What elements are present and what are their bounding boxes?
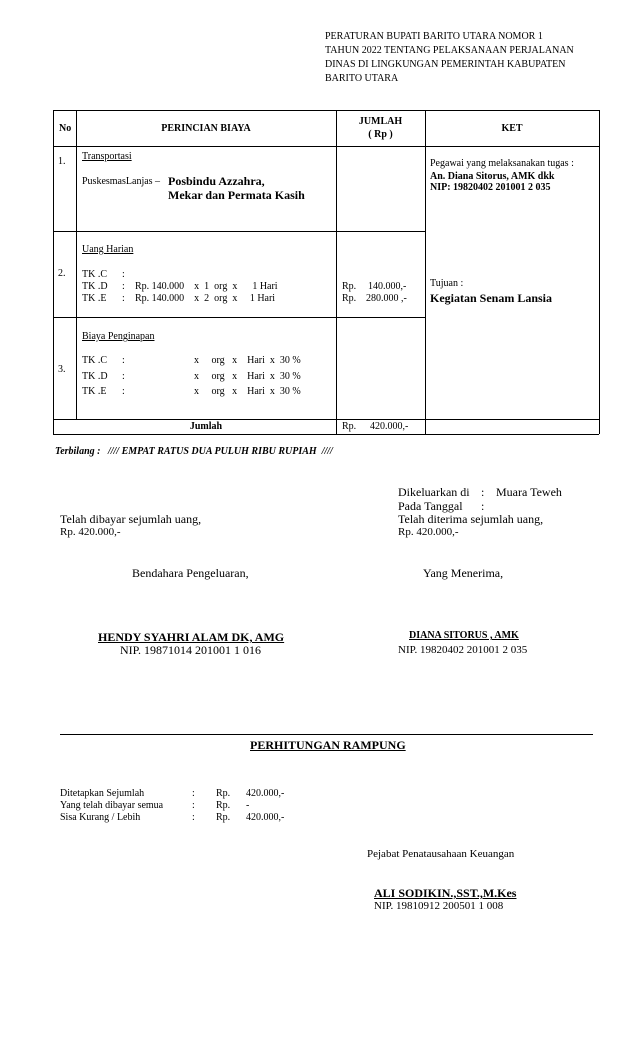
grade-separator: : (122, 386, 125, 397)
grade-separator: : (122, 269, 125, 280)
table-border-bottom (53, 434, 599, 435)
total-label: Jumlah (189, 421, 223, 432)
dikeluarkan-label: Dikeluarkan di (398, 485, 470, 499)
regulation-line: PERATURAN BUPATI BARITO UTARA NOMOR 1 (325, 31, 543, 42)
table-border-left (53, 110, 54, 434)
tanggal-separator: : (481, 499, 485, 513)
uang-harian-detail: Rp. 140.000 x 1 org x 1 Hari (135, 281, 278, 292)
row-number: 2. (58, 268, 66, 279)
col-divider (76, 110, 77, 419)
grade-label: TK .E (82, 386, 107, 397)
table-border-top (53, 110, 599, 111)
amount-value: 140.000,- (368, 281, 407, 292)
penginapan-detail: x org x Hari x 30 % (194, 386, 301, 397)
uang-harian-detail: Rp. 140.000 x 2 org x 1 Hari (135, 293, 276, 304)
penerima-role: Yang Menerima, (423, 566, 504, 580)
grade-label: TK .C (82, 269, 107, 280)
amount-value: 280.000 ,- (366, 293, 407, 304)
table-header-divider (53, 146, 599, 147)
dikeluarkan-value: Muara Teweh (496, 485, 562, 499)
route-prefix: PuskesmasLanjas – (82, 176, 161, 187)
header-no: No (59, 123, 72, 134)
rampung-currency: Rp. (216, 800, 231, 811)
row-title-transportasi: Transportasi (82, 151, 132, 162)
pegawai-label: Pegawai yang melaksanakan tugas : (430, 158, 574, 169)
rampung-currency: Rp. (216, 812, 231, 823)
received-amount: Rp. 420.000,- (398, 526, 459, 538)
penginapan-detail: x org x Hari x 30 % (194, 355, 301, 366)
penginapan-detail: x org x Hari x 30 % (194, 371, 301, 382)
grade-separator: : (122, 371, 125, 382)
grade-label: TK .C (82, 355, 107, 366)
rampung-title: PERHITUNGAN RAMPUNG (250, 738, 406, 752)
header-ket: KET (501, 123, 523, 134)
row-title-biaya-penginapan: Biaya Penginapan (82, 331, 155, 342)
rampung-separator: : (192, 788, 195, 799)
bendahara-nip: NIP. 19871014 201001 1 016 (120, 643, 262, 657)
header-rincian: PERINCIAN BIAYA (161, 123, 251, 134)
rampung-label: Sisa Kurang / Lebih (60, 812, 141, 823)
regulation-line: DINAS DI LINGKUNGAN PEMERINTAH KABUPATEN (325, 59, 566, 70)
rampung-separator: : (192, 800, 195, 811)
paid-amount: Rp. 420.000,- (60, 526, 121, 538)
total-value: 420.000,- (370, 421, 409, 432)
rampung-value: 420.000,- (246, 788, 285, 799)
col-divider (336, 110, 337, 434)
row-divider (53, 419, 599, 420)
grade-separator: : (122, 281, 125, 292)
amount-currency: Rp. (342, 281, 357, 292)
tujuan-value: Kegiatan Senam Lansia (430, 291, 553, 305)
rampung-value: - (246, 800, 250, 811)
regulation-line: TAHUN 2022 TENTANG PELAKSANAAN PERJALANAN (325, 45, 574, 56)
penerima-nip: NIP. 19820402 201001 2 035 (398, 644, 528, 656)
table-border-right (599, 110, 600, 434)
rampung-value: 420.000,- (246, 812, 285, 823)
grade-label: TK .E (82, 293, 107, 304)
header-jumlah-unit: ( Rp ) (368, 129, 393, 140)
tanggal-label: Pada Tanggal (398, 499, 463, 513)
dikeluarkan-separator: : (481, 485, 485, 499)
rampung-separator: : (192, 812, 195, 823)
rampung-label: Yang telah dibayar semua (60, 800, 164, 811)
tujuan-label: Tujuan : (430, 278, 464, 289)
bendahara-role: Bendahara Pengeluaran, (132, 566, 249, 580)
section-divider (60, 734, 593, 735)
official-nip: NIP. 19810912 200501 1 008 (374, 900, 504, 912)
grade-separator: : (122, 355, 125, 366)
paid-text: Telah dibayar sejumlah uang, (60, 512, 202, 526)
header-jumlah: JUMLAH (358, 116, 403, 127)
row-divider (53, 231, 425, 232)
penerima-name: DIANA SITORUS , AMK (409, 630, 519, 641)
pegawai-name: An. Diana Sitorus, AMK dkk (430, 171, 555, 182)
pegawai-nip: NIP: 19820402 201001 2 035 (430, 182, 551, 193)
total-currency: Rp. (342, 421, 357, 432)
bendahara-name: HENDY SYAHRI ALAM DK, AMG (98, 630, 285, 644)
amount-currency: Rp. (342, 293, 357, 304)
row-title-uang-harian: Uang Harian (82, 244, 134, 255)
row-divider (53, 317, 425, 318)
regulation-line: BARITO UTARA (325, 73, 399, 84)
route-destination-2: Mekar dan Permata Kasih (168, 188, 305, 202)
received-text: Telah diterima sejumlah uang, (398, 512, 544, 526)
col-divider (425, 110, 426, 434)
rampung-label: Ditetapkan Sejumlah (60, 788, 145, 799)
regulation-header (325, 30, 615, 86)
grade-label: TK .D (82, 281, 108, 292)
terbilang-text: Terbilang : //// EMPAT RATUS DUA PULUH RIBU RUPIAH //// (55, 446, 333, 457)
official-name: ALI SODIKIN.,SST.,M.Kes (374, 886, 517, 900)
row-number: 1. (58, 156, 66, 167)
route-destination-1: Posbindu Azzahra, (168, 174, 265, 188)
grade-label: TK .D (82, 371, 108, 382)
grade-separator: : (122, 293, 125, 304)
row-number: 3. (58, 364, 66, 375)
rampung-currency: Rp. (216, 788, 231, 799)
official-role: Pejabat Penatausahaan Keuangan (367, 848, 515, 860)
